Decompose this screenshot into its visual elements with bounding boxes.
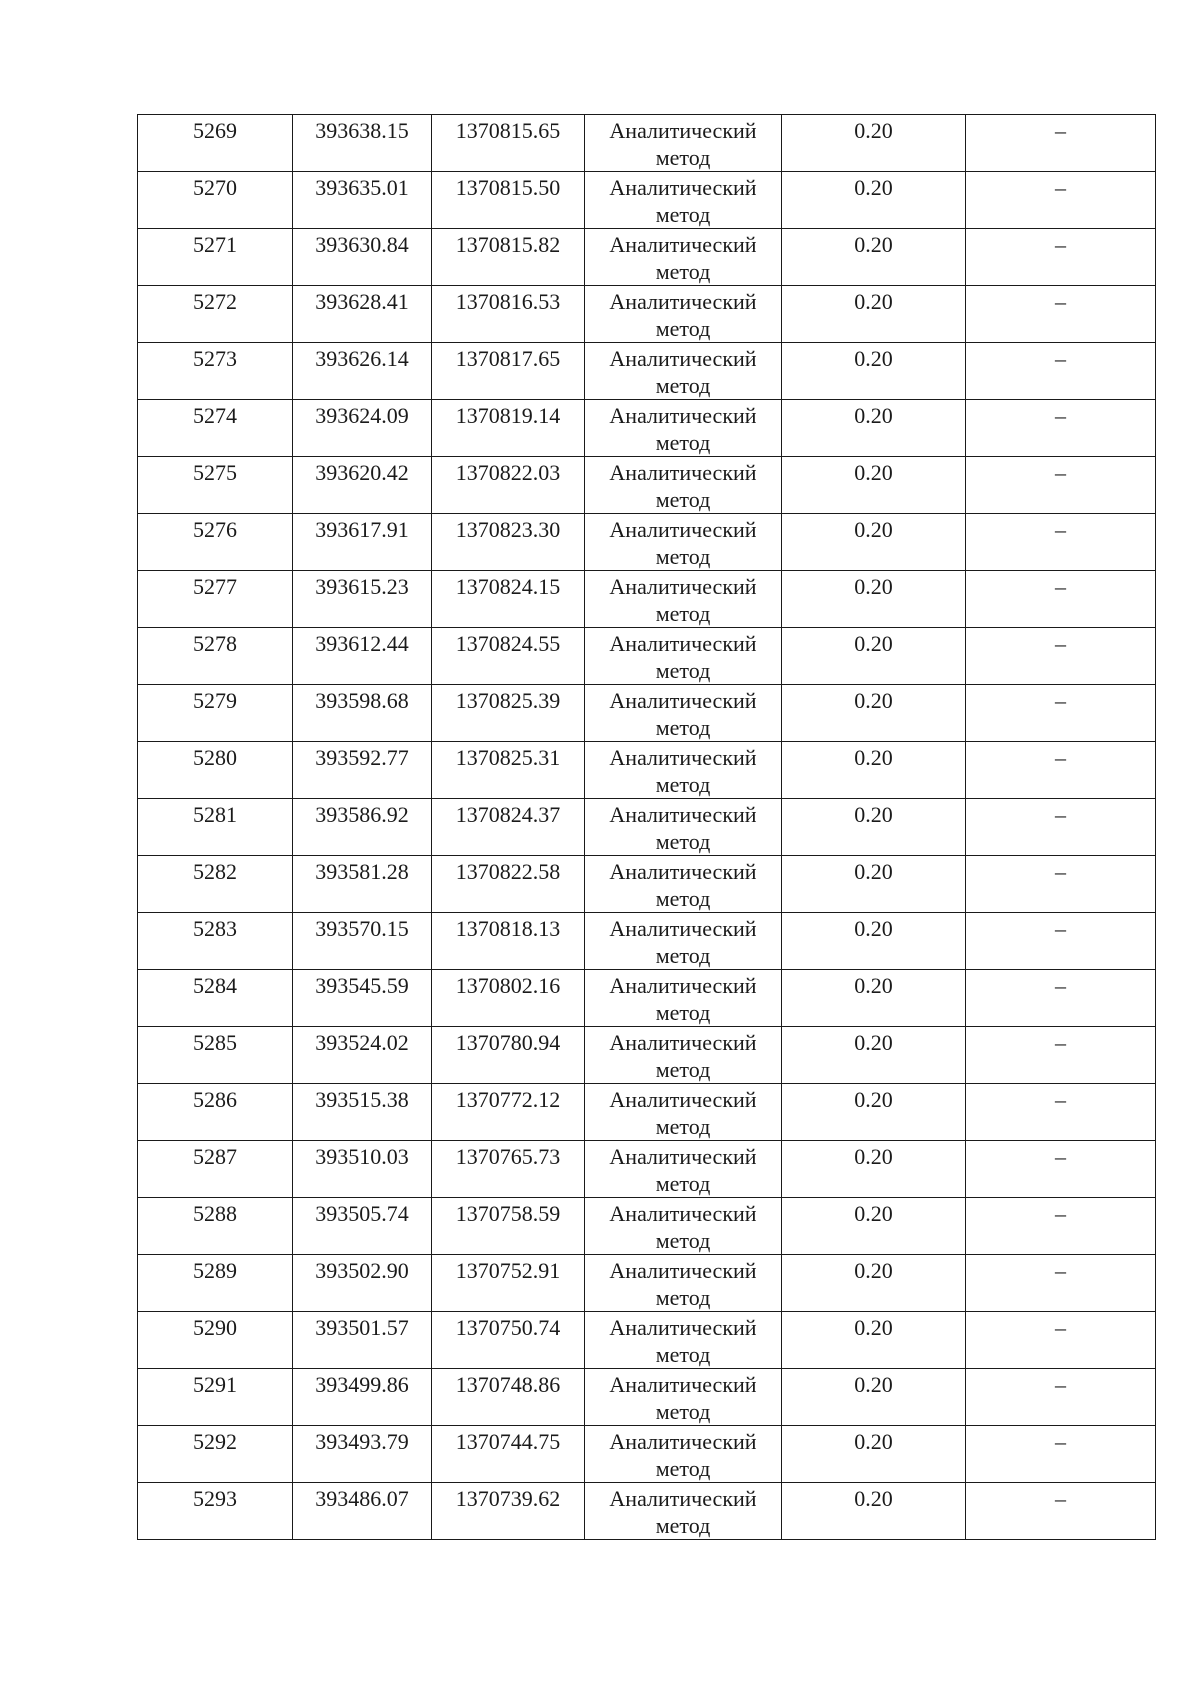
point-number-cell: 5281 <box>138 799 293 856</box>
method-label: Аналитический метод <box>609 517 757 569</box>
accuracy-cell: 0.20 <box>782 172 966 229</box>
x-coordinate-cell: 393515.38 <box>293 1084 432 1141</box>
note-cell: – <box>966 970 1156 1027</box>
x-coordinate-cell: 393545.59 <box>293 970 432 1027</box>
x-coordinate-cell: 393598.68 <box>293 685 432 742</box>
table-row <box>138 1084 1156 1141</box>
point-number-cell: 5270 <box>138 172 293 229</box>
method-label: Аналитический метод <box>609 289 757 341</box>
y-coordinate-cell: 1370765.73 <box>432 1141 585 1198</box>
y-coordinate-cell: 1370825.39 <box>432 685 585 742</box>
note-cell: – <box>966 1426 1156 1483</box>
accuracy-cell: 0.20 <box>782 571 966 628</box>
method-cell <box>585 1255 782 1312</box>
method-cell <box>585 1198 782 1255</box>
accuracy-cell: 0.20 <box>782 856 966 913</box>
table-row <box>138 628 1156 685</box>
accuracy-cell: 0.20 <box>782 685 966 742</box>
y-coordinate-cell: 1370822.58 <box>432 856 585 913</box>
method-cell <box>585 457 782 514</box>
table-row <box>138 400 1156 457</box>
y-coordinate-cell: 1370825.31 <box>432 742 585 799</box>
method-cell <box>585 514 782 571</box>
accuracy-cell: 0.20 <box>782 628 966 685</box>
point-number-cell: 5277 <box>138 571 293 628</box>
point-number-cell: 5291 <box>138 1369 293 1426</box>
method-label: Аналитический метод <box>609 1144 757 1196</box>
point-number-cell: 5272 <box>138 286 293 343</box>
method-label: Аналитический метод <box>609 1486 757 1538</box>
table-row <box>138 571 1156 628</box>
coordinates-table <box>137 114 1156 1540</box>
method-label: Аналитический метод <box>609 1429 757 1481</box>
method-cell <box>585 400 782 457</box>
point-number-cell: 5276 <box>138 514 293 571</box>
accuracy-cell: 0.20 <box>782 457 966 514</box>
point-number-cell: 5290 <box>138 1312 293 1369</box>
table-row <box>138 1027 1156 1084</box>
table-row <box>138 514 1156 571</box>
y-coordinate-cell: 1370815.50 <box>432 172 585 229</box>
y-coordinate-cell: 1370822.03 <box>432 457 585 514</box>
table-row <box>138 229 1156 286</box>
table-row <box>138 1255 1156 1312</box>
note-cell: – <box>966 742 1156 799</box>
table-row <box>138 457 1156 514</box>
method-label: Аналитический метод <box>609 346 757 398</box>
method-cell <box>585 1084 782 1141</box>
y-coordinate-cell: 1370772.12 <box>432 1084 585 1141</box>
table-row <box>138 1483 1156 1540</box>
note-cell: – <box>966 571 1156 628</box>
y-coordinate-cell: 1370815.65 <box>432 115 585 172</box>
point-number-cell: 5282 <box>138 856 293 913</box>
accuracy-cell: 0.20 <box>782 1027 966 1084</box>
note-cell: – <box>966 457 1156 514</box>
note-cell: – <box>966 1312 1156 1369</box>
point-number-cell: 5273 <box>138 343 293 400</box>
method-cell <box>585 1426 782 1483</box>
y-coordinate-cell: 1370739.62 <box>432 1483 585 1540</box>
y-coordinate-cell: 1370824.37 <box>432 799 585 856</box>
point-number-cell: 5292 <box>138 1426 293 1483</box>
accuracy-cell: 0.20 <box>782 343 966 400</box>
method-label: Аналитический метод <box>609 1201 757 1253</box>
note-cell: – <box>966 856 1156 913</box>
accuracy-cell: 0.20 <box>782 1084 966 1141</box>
coordinates-table-body <box>138 115 1156 1540</box>
x-coordinate-cell: 393499.86 <box>293 1369 432 1426</box>
method-label: Аналитический метод <box>609 973 757 1025</box>
y-coordinate-cell: 1370815.82 <box>432 229 585 286</box>
point-number-cell: 5289 <box>138 1255 293 1312</box>
point-number-cell: 5283 <box>138 913 293 970</box>
method-cell <box>585 343 782 400</box>
method-cell <box>585 229 782 286</box>
method-label: Аналитический метод <box>609 1315 757 1367</box>
accuracy-cell: 0.20 <box>782 970 966 1027</box>
method-label: Аналитический метод <box>609 859 757 911</box>
note-cell: – <box>966 799 1156 856</box>
table-row <box>138 172 1156 229</box>
x-coordinate-cell: 393635.01 <box>293 172 432 229</box>
method-label: Аналитический метод <box>609 631 757 683</box>
y-coordinate-cell: 1370780.94 <box>432 1027 585 1084</box>
x-coordinate-cell: 393501.57 <box>293 1312 432 1369</box>
note-cell: – <box>966 1198 1156 1255</box>
x-coordinate-cell: 393570.15 <box>293 913 432 970</box>
accuracy-cell: 0.20 <box>782 286 966 343</box>
note-cell: – <box>966 1084 1156 1141</box>
x-coordinate-cell: 393524.02 <box>293 1027 432 1084</box>
accuracy-cell: 0.20 <box>782 115 966 172</box>
method-label: Аналитический метод <box>609 232 757 284</box>
accuracy-cell: 0.20 <box>782 1255 966 1312</box>
table-row <box>138 913 1156 970</box>
method-cell <box>585 685 782 742</box>
x-coordinate-cell: 393620.42 <box>293 457 432 514</box>
point-number-cell: 5280 <box>138 742 293 799</box>
y-coordinate-cell: 1370752.91 <box>432 1255 585 1312</box>
method-label: Аналитический метод <box>609 745 757 797</box>
method-cell <box>585 913 782 970</box>
x-coordinate-cell: 393486.07 <box>293 1483 432 1540</box>
method-label: Аналитический метод <box>609 916 757 968</box>
note-cell: – <box>966 514 1156 571</box>
x-coordinate-cell: 393510.03 <box>293 1141 432 1198</box>
note-cell: – <box>966 628 1156 685</box>
method-cell <box>585 1312 782 1369</box>
point-number-cell: 5285 <box>138 1027 293 1084</box>
method-label: Аналитический метод <box>609 1372 757 1424</box>
note-cell: – <box>966 115 1156 172</box>
point-number-cell: 5274 <box>138 400 293 457</box>
accuracy-cell: 0.20 <box>782 799 966 856</box>
table-row <box>138 1312 1156 1369</box>
y-coordinate-cell: 1370823.30 <box>432 514 585 571</box>
y-coordinate-cell: 1370744.75 <box>432 1426 585 1483</box>
point-number-cell: 5286 <box>138 1084 293 1141</box>
note-cell: – <box>966 1483 1156 1540</box>
x-coordinate-cell: 393581.28 <box>293 856 432 913</box>
method-label: Аналитический метод <box>609 175 757 227</box>
table-row <box>138 115 1156 172</box>
y-coordinate-cell: 1370819.14 <box>432 400 585 457</box>
point-number-cell: 5293 <box>138 1483 293 1540</box>
note-cell: – <box>966 1141 1156 1198</box>
method-label: Аналитический метод <box>609 460 757 512</box>
method-cell <box>585 1141 782 1198</box>
y-coordinate-cell: 1370818.13 <box>432 913 585 970</box>
note-cell: – <box>966 685 1156 742</box>
method-cell <box>585 628 782 685</box>
method-cell <box>585 172 782 229</box>
table-row <box>138 286 1156 343</box>
y-coordinate-cell: 1370802.16 <box>432 970 585 1027</box>
accuracy-cell: 0.20 <box>782 1312 966 1369</box>
accuracy-cell: 0.20 <box>782 1426 966 1483</box>
note-cell: – <box>966 1027 1156 1084</box>
method-label: Аналитический метод <box>609 1258 757 1310</box>
point-number-cell: 5279 <box>138 685 293 742</box>
method-cell <box>585 799 782 856</box>
x-coordinate-cell: 393628.41 <box>293 286 432 343</box>
table-row <box>138 343 1156 400</box>
y-coordinate-cell: 1370816.53 <box>432 286 585 343</box>
point-number-cell: 5284 <box>138 970 293 1027</box>
y-coordinate-cell: 1370824.55 <box>432 628 585 685</box>
method-cell <box>585 1369 782 1426</box>
point-number-cell: 5278 <box>138 628 293 685</box>
y-coordinate-cell: 1370750.74 <box>432 1312 585 1369</box>
method-cell <box>585 1027 782 1084</box>
method-label: Аналитический метод <box>609 118 757 170</box>
x-coordinate-cell: 393502.90 <box>293 1255 432 1312</box>
method-label: Аналитический метод <box>609 574 757 626</box>
method-cell <box>585 742 782 799</box>
note-cell: – <box>966 172 1156 229</box>
method-label: Аналитический метод <box>609 1030 757 1082</box>
method-cell <box>585 1483 782 1540</box>
method-label: Аналитический метод <box>609 1087 757 1139</box>
table-row <box>138 1426 1156 1483</box>
point-number-cell: 5287 <box>138 1141 293 1198</box>
x-coordinate-cell: 393630.84 <box>293 229 432 286</box>
accuracy-cell: 0.20 <box>782 1369 966 1426</box>
accuracy-cell: 0.20 <box>782 742 966 799</box>
accuracy-cell: 0.20 <box>782 1141 966 1198</box>
note-cell: – <box>966 343 1156 400</box>
note-cell: – <box>966 1255 1156 1312</box>
note-cell: – <box>966 400 1156 457</box>
method-cell <box>585 970 782 1027</box>
accuracy-cell: 0.20 <box>782 514 966 571</box>
accuracy-cell: 0.20 <box>782 913 966 970</box>
table-row <box>138 742 1156 799</box>
accuracy-cell: 0.20 <box>782 229 966 286</box>
table-row <box>138 799 1156 856</box>
method-cell <box>585 115 782 172</box>
method-cell <box>585 571 782 628</box>
y-coordinate-cell: 1370748.86 <box>432 1369 585 1426</box>
point-number-cell: 5288 <box>138 1198 293 1255</box>
x-coordinate-cell: 393592.77 <box>293 742 432 799</box>
table-row <box>138 685 1156 742</box>
x-coordinate-cell: 393586.92 <box>293 799 432 856</box>
method-cell <box>585 286 782 343</box>
x-coordinate-cell: 393617.91 <box>293 514 432 571</box>
table-row <box>138 1369 1156 1426</box>
accuracy-cell: 0.20 <box>782 400 966 457</box>
note-cell: – <box>966 286 1156 343</box>
accuracy-cell: 0.20 <box>782 1483 966 1540</box>
table-row <box>138 856 1156 913</box>
table-row <box>138 970 1156 1027</box>
method-label: Аналитический метод <box>609 802 757 854</box>
y-coordinate-cell: 1370824.15 <box>432 571 585 628</box>
x-coordinate-cell: 393624.09 <box>293 400 432 457</box>
x-coordinate-cell: 393638.15 <box>293 115 432 172</box>
note-cell: – <box>966 1369 1156 1426</box>
point-number-cell: 5269 <box>138 115 293 172</box>
method-label: Аналитический метод <box>609 403 757 455</box>
point-number-cell: 5275 <box>138 457 293 514</box>
method-cell <box>585 856 782 913</box>
x-coordinate-cell: 393626.14 <box>293 343 432 400</box>
table-row <box>138 1198 1156 1255</box>
x-coordinate-cell: 393493.79 <box>293 1426 432 1483</box>
y-coordinate-cell: 1370758.59 <box>432 1198 585 1255</box>
x-coordinate-cell: 393615.23 <box>293 571 432 628</box>
point-number-cell: 5271 <box>138 229 293 286</box>
table-row <box>138 1141 1156 1198</box>
method-label: Аналитический метод <box>609 688 757 740</box>
x-coordinate-cell: 393612.44 <box>293 628 432 685</box>
y-coordinate-cell: 1370817.65 <box>432 343 585 400</box>
note-cell: – <box>966 913 1156 970</box>
x-coordinate-cell: 393505.74 <box>293 1198 432 1255</box>
accuracy-cell: 0.20 <box>782 1198 966 1255</box>
note-cell: – <box>966 229 1156 286</box>
